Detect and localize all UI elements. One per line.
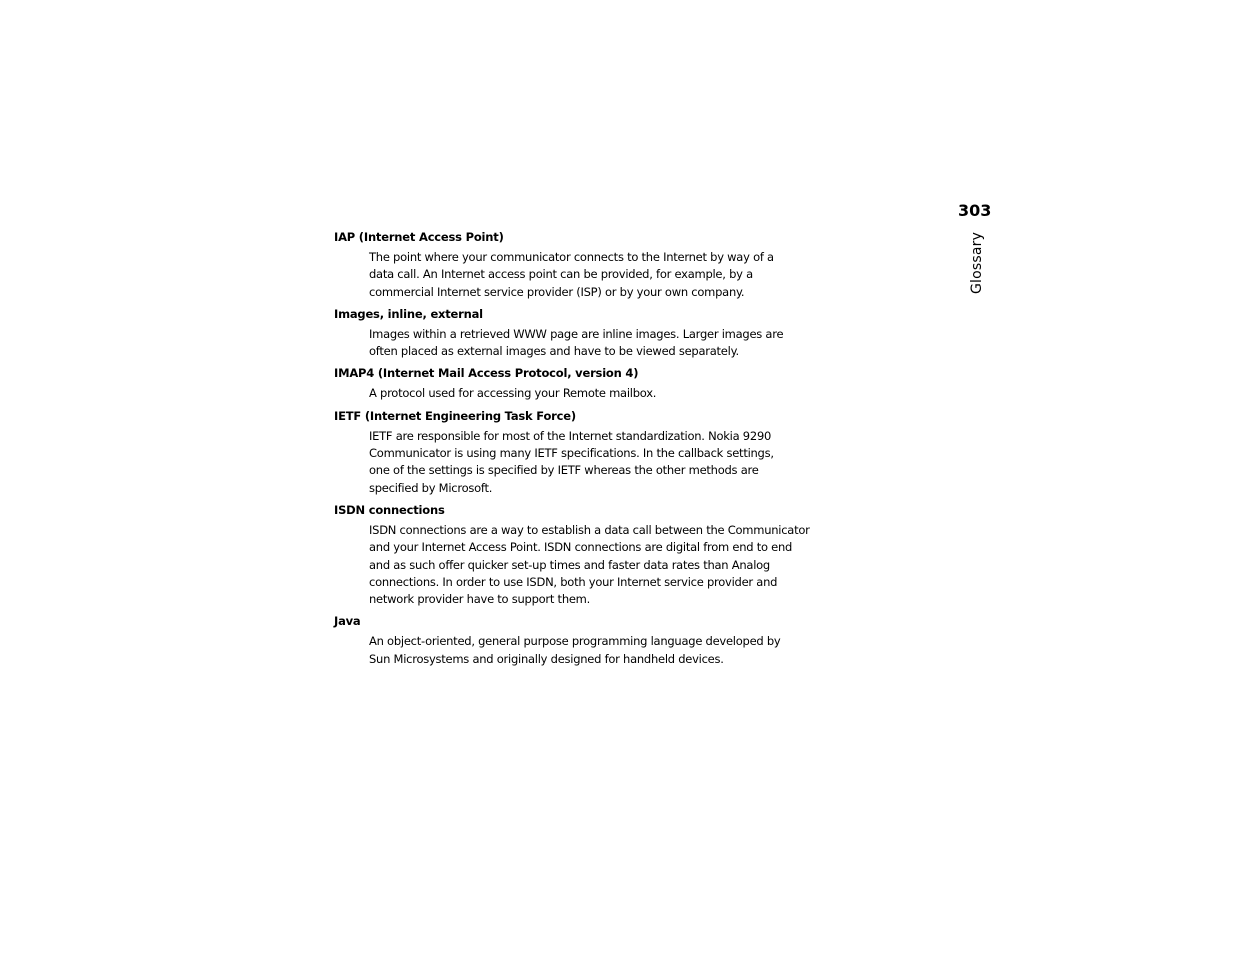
glossary-term: IAP (Internet Access Point) [334,230,504,244]
definition-line: Sun Microsystems and originally designed for handheld devices. [369,651,724,666]
glossary-term: Java [334,614,361,629]
definition-line: connections. In order to use ISDN, both your Internet service provider and [369,574,778,589]
definition-line: and as such offer quicker set-up times and faster data rates than Analog [369,557,770,572]
definition-line: IETF are responsible for most of the Internet standardization. Nokia 9290 [369,428,772,443]
glossary-term: Images, inline, external [334,306,483,321]
glossary-definition [369,385,781,402]
definition-line: one of the settings is specified by IETF whereas the other methods are [369,463,759,478]
definition-line: specified by Microsoft. [369,480,493,495]
glossary-definition [369,249,781,301]
definition-line: ISDN connections are a way to establish a data call between the Communicator [369,522,810,537]
definition-line: and your Internet Access Point. ISDN connections are digital from end to end [369,540,793,555]
glossary-definition [369,326,784,361]
glossary-list [334,229,810,673]
section-label: Glossary [969,231,985,294]
glossary-definition [369,633,781,668]
glossary-term: IETF (Internet Engineering Task Force) [334,408,576,423]
definition-line: A protocol used for accessing your Remote mailbox. [369,386,657,401]
glossary-entry [334,613,794,668]
glossary-term: ISDN connections [334,502,445,517]
glossary-definition [369,522,810,608]
glossary-entry [334,229,794,301]
glossary-term: IMAP4 (Internet Mail Access Protocol, version 4) [334,366,639,381]
definition-line: often placed as external images and have to be viewed separately. [369,344,739,359]
definition-line: Images within a retrieved WWW page are inline images. Larger images are [369,326,784,341]
glossary-entry [334,502,810,608]
glossary-entry [334,365,794,402]
glossary-definition [369,428,781,497]
definition-line: Communicator is using many IETF specifications. In the callback settings, [369,446,774,461]
definition-line: data call. An Internet access point can be provided, for example, by a [369,267,753,282]
page-number: 303 [958,201,992,220]
definition-line: commercial Internet service provider (ISP) or by your own company. [369,284,745,299]
definition-line: The point where your communicator connects to the Internet by way of a [369,250,774,264]
definition-line: An object-oriented, general purpose programming language developed by [369,634,781,649]
glossary-entry [334,306,794,361]
glossary-entry [334,408,794,497]
definition-line: network provider have to support them. [369,592,591,607]
